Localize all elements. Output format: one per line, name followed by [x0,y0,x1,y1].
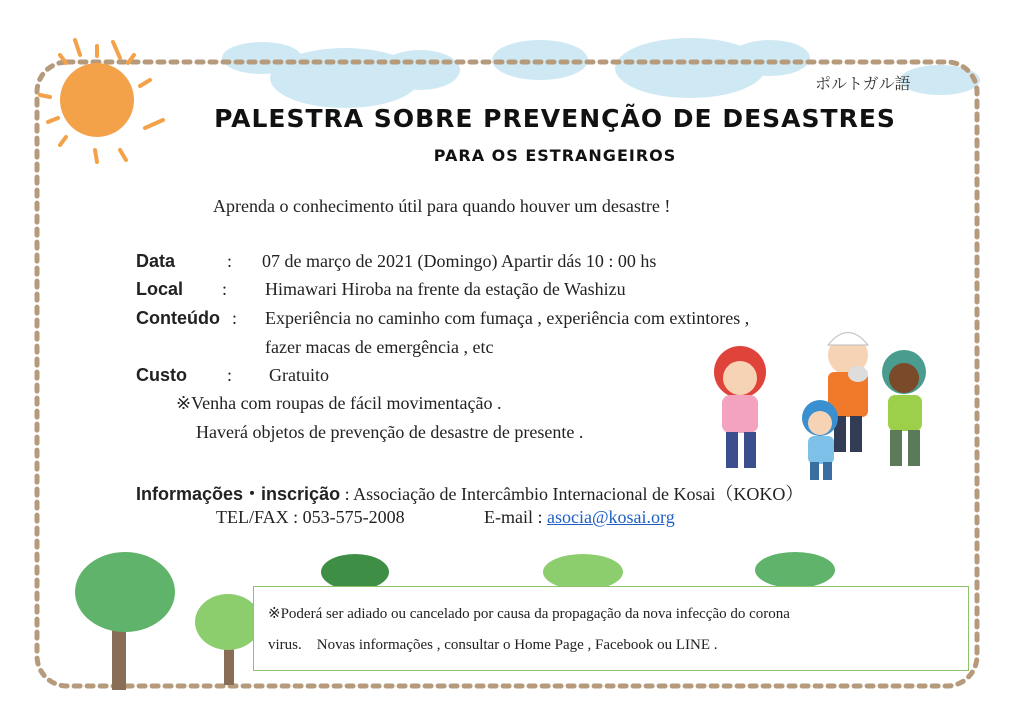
email-link[interactable]: asocia@kosai.org [546,507,675,527]
content-value: Experiência no caminho com fumaça , experiência com extintores , [265,308,750,328]
family-evacuating-illustration [714,333,926,481]
language-tag: ポルトガル語 [815,74,911,93]
cost-colon: : [227,365,233,385]
notice-line-1: ※Poderá ser adiado ou cancelado por causa da propagação da nova infecção do corona [268,606,790,622]
content-row [136,308,750,329]
page-subtitle: PARA OS ESTRANGEIROS [433,146,677,165]
notice-box [253,586,969,671]
page-title: PALESTRA SOBRE PREVENÇÃO DE DESASTRES [214,104,896,133]
tel-fax: TEL/FAX : 053-575-2008 [216,507,405,527]
contact-row [136,480,803,506]
cost-row [136,365,329,386]
notice-line-2: virus. Novas informações , consultar o Home Page , Facebook ou LINE . [268,637,718,653]
cost-value: Gratuito [269,365,329,385]
content-colon: : [232,308,238,328]
location-row [136,279,626,300]
email-row [484,507,675,528]
date-row [136,251,657,272]
email-label: E-mail : [484,507,543,527]
intro-text: Aprenda o conhecimento útil para quando houver um desastre ! [213,196,671,216]
gifts-note: Haverá objetos de prevenção de desastre de presente . [196,422,584,442]
content-label: Conteúdo [136,308,220,328]
location-value: Himawari Hiroba na frente da estação de Washizu [265,279,626,299]
cost-label: Custo [136,365,187,385]
location-label: Local [136,279,184,299]
contact-org: : Associação de Intercâmbio Internacional de Kosai（KOKO） [344,484,804,504]
contact-label: Informações・inscrição [136,484,341,504]
content-value-line2: fazer macas de emergência , etc [265,337,494,357]
sun-icon [40,40,163,162]
date-colon: : [227,251,233,271]
location-colon: : [222,279,228,299]
date-value: 07 de março de 2021 (Domingo) Apartir dás 10 : 00 hs [262,251,657,271]
clothes-note: ※Venha com roupas de fácil movimentação . [176,393,502,413]
date-label: Data [136,251,176,271]
